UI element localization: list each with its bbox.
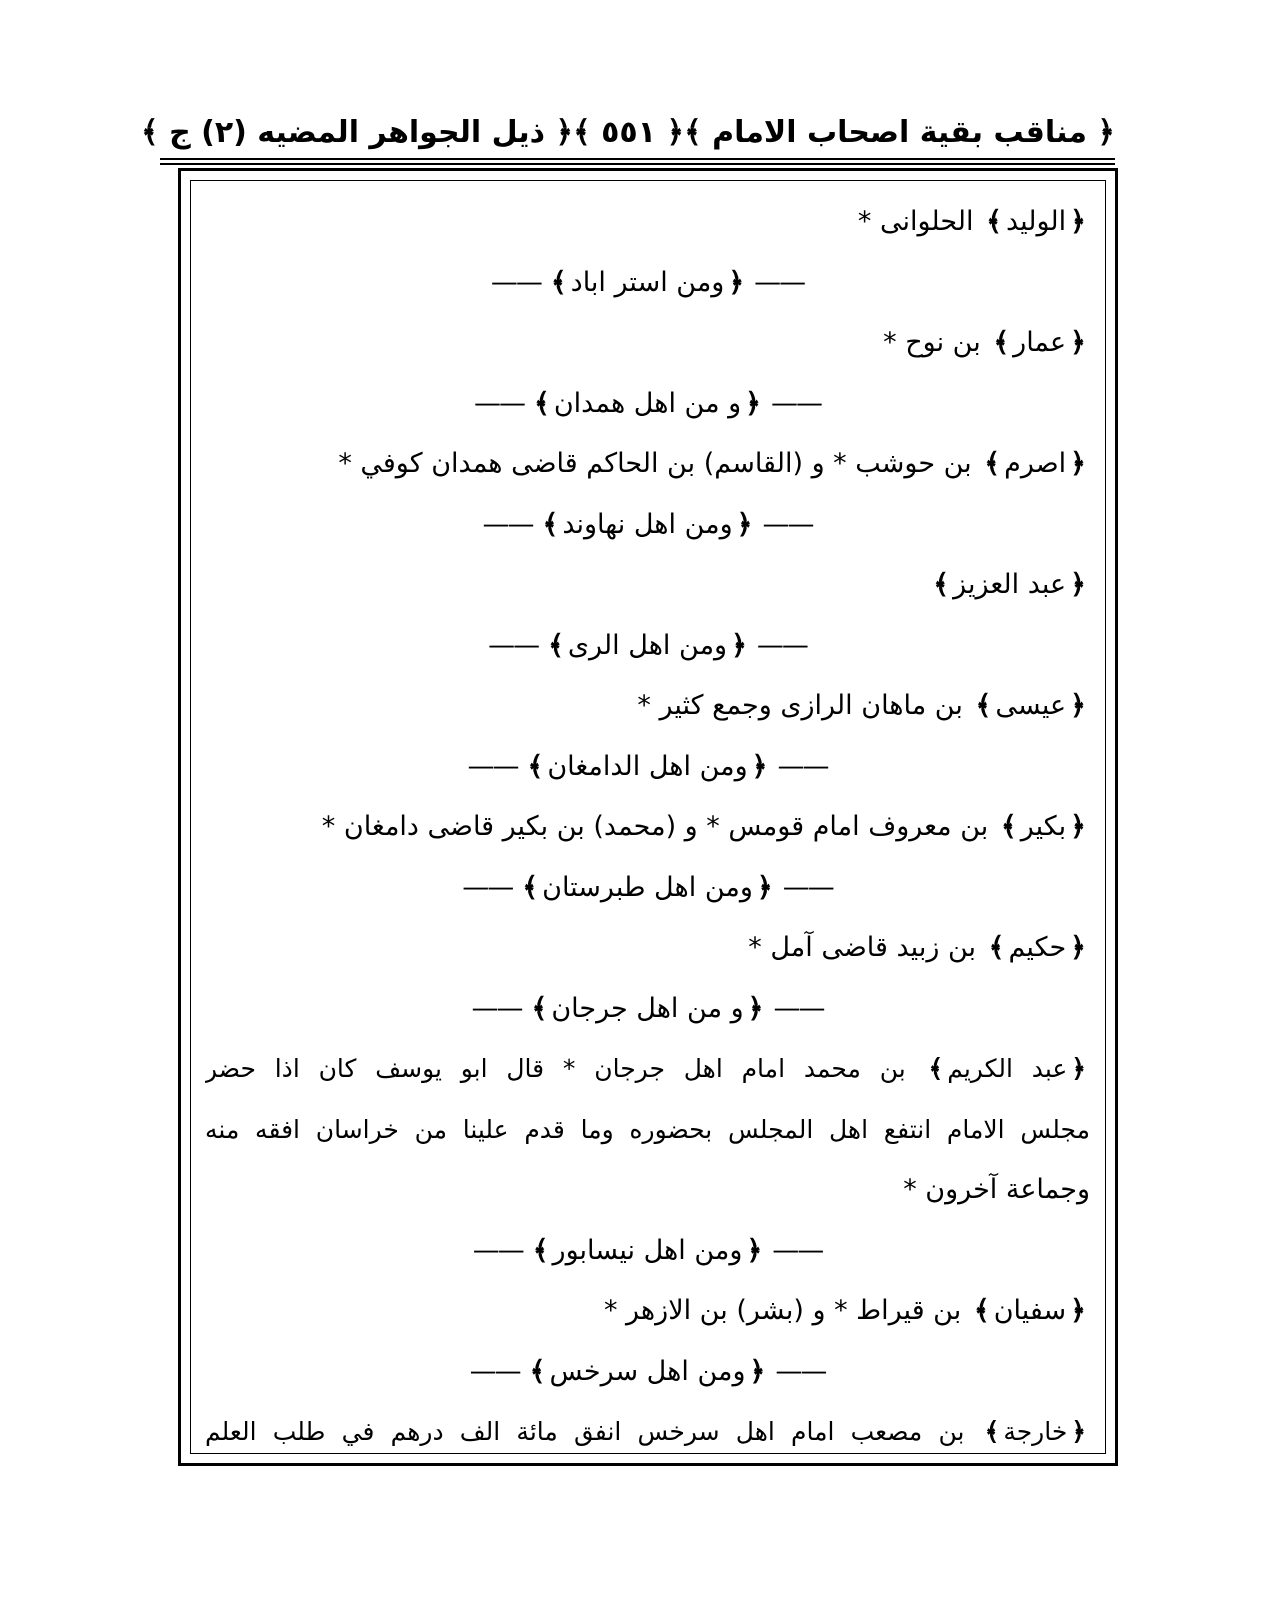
ornament-dash: ——	[467, 750, 518, 782]
ornament-open: ﴿	[728, 266, 745, 298]
biography-entry	[205, 434, 1090, 495]
ornament-dash: ——	[469, 1355, 520, 1387]
section-heading	[205, 858, 1090, 919]
ornament-close: ﴾	[988, 932, 1005, 963]
ornament-close: ﴾	[531, 992, 548, 1024]
ornament-dash: ——	[490, 266, 541, 298]
ornament-dash: ——	[474, 387, 524, 419]
ornament-dash: ——	[775, 1355, 826, 1387]
ornament-close: ﴾	[550, 266, 567, 298]
body-text	[205, 192, 1090, 1463]
ornament-close: ﴾	[522, 871, 539, 903]
entry-name: عيسى	[995, 690, 1067, 721]
ornament-close: ﴾	[548, 629, 564, 661]
header-left-text: مناقب بقية اصحاب الامام	[712, 114, 1087, 150]
ornament-close: ﴾	[1000, 811, 1017, 842]
ornament-dash: ——	[482, 508, 533, 540]
line-text: مجلس الامام انتفع اهل المجلس بحضوره وما قدم علينا من خراسان افقه منه	[205, 1114, 1090, 1144]
biography-entry	[205, 192, 1090, 253]
biography-entry	[205, 797, 1090, 858]
ornament-dash: ——	[771, 387, 821, 419]
ornament-close: ﴾	[529, 1355, 546, 1387]
ornament-close: ﴾	[933, 569, 950, 600]
ornament-close: ﴾	[973, 1295, 990, 1326]
section-heading	[205, 1342, 1090, 1403]
entry-name: عبد الكريم	[947, 1054, 1068, 1083]
heading-text: ومن اهل طبرستان	[542, 871, 753, 903]
running-header	[141, 104, 1115, 160]
ornament-dash: ——	[777, 750, 828, 782]
ornament-close: ﴾	[928, 1054, 944, 1083]
heading-text: ومن اهل نهاوند	[562, 508, 733, 540]
line-text: وجماعة آخرون *	[903, 1174, 1090, 1205]
ornament-open: ﴿	[1070, 448, 1086, 479]
ornament-close: ﴾	[532, 1234, 549, 1266]
ornament-open: ﴿	[1071, 1054, 1086, 1083]
ornament-open: ﴿	[1070, 811, 1086, 842]
ornament-dash: ——	[754, 266, 805, 298]
ornament-open: ﴿	[731, 629, 747, 661]
biography-entry	[205, 1039, 1090, 1100]
entry-name: عمار	[1013, 327, 1067, 358]
heading-text: ومن اهل الدامغان	[547, 750, 748, 782]
ornament-dash: ——	[471, 992, 522, 1024]
header-rule-bottom	[160, 163, 1115, 165]
continuation-line	[205, 1100, 1090, 1161]
ornament-open: ﴿	[1070, 1295, 1086, 1326]
biography-entry	[205, 555, 1090, 616]
entry-text: بن محمد امام اهل جرجان * قال ابو يوسف كان اذا حضر	[205, 1054, 906, 1083]
header-right: ﴿ ذيل الجواهر المضيه (٢) ج ﴾	[141, 114, 574, 150]
entry-text: بن ماهان الرازى وجمع كثير *	[637, 690, 963, 721]
ornament-dash: ——	[462, 871, 513, 903]
ornament-open: ﴿	[1070, 569, 1086, 600]
section-heading	[205, 1221, 1090, 1282]
ornament-close: ﴾	[984, 448, 1001, 479]
biography-entry	[205, 1281, 1090, 1342]
ornament-open: ﴿	[746, 1234, 763, 1266]
section-heading	[205, 979, 1090, 1040]
heading-text: ومن اهل نيسابور	[552, 1234, 743, 1266]
ornament-close: ﴾	[542, 508, 559, 540]
page-number-text: ٥٥١	[601, 114, 657, 150]
ornament-dash: ——	[772, 1234, 823, 1266]
ornament-open: ﴿	[1070, 206, 1086, 237]
ornament-close: ﴾	[975, 690, 992, 721]
entry-name: خارجة	[1003, 1417, 1068, 1446]
ornament-open: ﴿	[747, 992, 764, 1024]
entry-name: عبد العزيز	[953, 569, 1067, 600]
ornament-close: ﴾	[984, 1417, 1000, 1446]
biography-entry	[205, 918, 1090, 979]
entry-text: بن زبيد قاضى آمل *	[748, 932, 977, 963]
entry-name: حكيم	[1008, 932, 1067, 963]
ornament-close: ﴾	[993, 327, 1010, 358]
section-heading	[205, 495, 1090, 556]
ornament-open: ﴿	[756, 871, 773, 903]
heading-text: و من اهل همدان	[553, 387, 742, 419]
ornament-open: ﴿	[1070, 327, 1086, 358]
heading-text: و من اهل جرجان	[551, 992, 744, 1024]
ornament-open: ﴿	[1070, 932, 1086, 963]
header-right-text: ذيل الجواهر المضيه (٢) ج	[169, 114, 546, 150]
ornament-close: ﴾	[534, 387, 550, 419]
ornament-dash: ——	[773, 992, 824, 1024]
ornament-close: ﴾	[527, 750, 544, 782]
heading-text: ومن استر اباد	[570, 266, 725, 298]
biography-entry	[205, 676, 1090, 737]
biography-entry	[205, 313, 1090, 374]
entry-text: بن حوشب * و (القاسم) بن الحاكم قاضى همدان كوفي *	[338, 448, 972, 479]
header-page-number: ﴿ ٥٥١ ﴾	[573, 114, 685, 150]
entry-text: بن مصعب امام اهل سرخس انفق مائة الف درهم في طلب العلم	[205, 1417, 965, 1446]
ornament-dash: ——	[762, 508, 813, 540]
ornament-dash: ——	[488, 629, 539, 661]
entry-text: بن معروف امام قومس * و (محمد) بن بكير قاضى دامغان *	[321, 811, 989, 842]
ornament-open: ﴿	[751, 750, 768, 782]
continuation-line	[205, 1160, 1090, 1221]
entry-text: بن نوح *	[883, 327, 981, 358]
heading-text: ومن اهل الرى	[567, 629, 728, 661]
biography-entry	[205, 1402, 1090, 1463]
ornament-open: ﴿	[749, 1355, 766, 1387]
ornament-dash: ——	[756, 629, 807, 661]
section-heading	[205, 253, 1090, 314]
entry-text: الحلوانى *	[857, 206, 974, 237]
header-rule-top	[160, 158, 1115, 160]
entry-name: بكير	[1020, 811, 1067, 842]
ornament-dash: ——	[782, 871, 833, 903]
section-heading	[205, 374, 1090, 435]
ornament-dash: ——	[472, 1234, 523, 1266]
section-heading	[205, 616, 1090, 677]
section-heading	[205, 737, 1090, 798]
ornament-open: ﴿	[1071, 1417, 1086, 1446]
ornament-open: ﴿	[745, 387, 761, 419]
entry-text: بن قيراط * و (بشر) بن الازهر *	[603, 1295, 962, 1326]
entry-name: الوليد	[1005, 206, 1067, 237]
heading-text: ومن اهل سرخس	[549, 1355, 746, 1387]
ornament-open: ﴿	[1070, 690, 1086, 721]
entry-name: سفيان	[993, 1295, 1067, 1326]
ornament-close: ﴾	[986, 206, 1002, 237]
entry-name: اصرم	[1004, 448, 1067, 479]
header-left: ﴿ مناقب بقية اصحاب الامام ﴾	[684, 114, 1115, 150]
ornament-open: ﴿	[736, 508, 753, 540]
